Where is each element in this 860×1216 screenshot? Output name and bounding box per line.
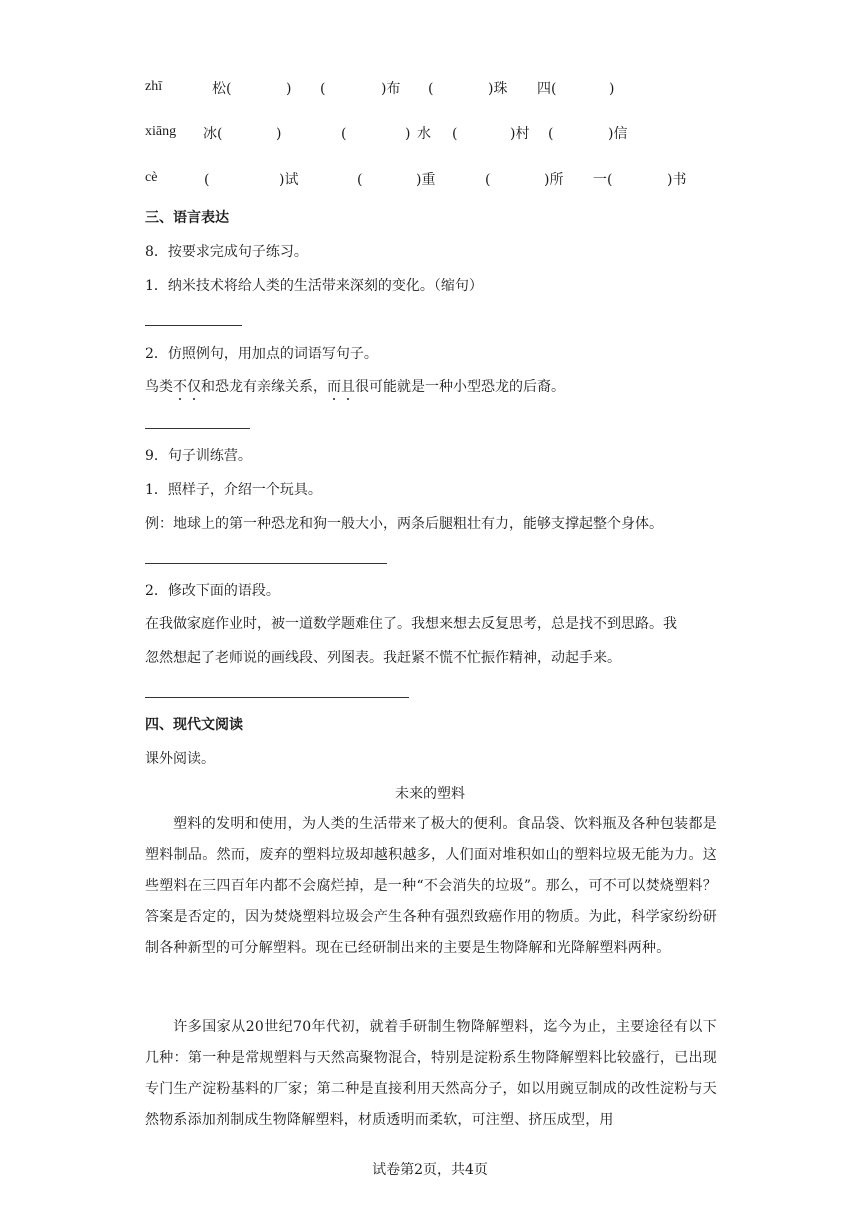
paragraph-text: 塑料的发明和使用，为人类的生活带来了极大的便利。食品袋、饮料瓶及各种包装都是塑料制品。然而，废弃的塑料垃圾却越积越多，人们面对堆积如山的塑料垃圾无能为力。这些塑料在三四百年内都不会腐烂掉，是一种“不会消失的垃圾”。那么，可不可以焚烧塑料？答案是否定的，因为焚烧塑料垃圾会产生各种有强烈致癌作用的物质。为此，科学家纷纷研制各种新型的可分解塑料。现在已经研制出来的主要是生物降解和光降解塑料两种。 xyxy=(145,816,717,956)
emphasis-char: 仅 xyxy=(187,379,201,395)
blank-item: 四( xyxy=(537,81,557,97)
question-9-2: 2．修改下面的语段。 xyxy=(145,583,280,599)
paragraph-text: 许多国家从20世纪70年代初，就着手研制生物降解塑料，迄今为止，主要途径有以下几种：第一种是常规塑料与天然高聚物混合，特别是淀粉系生物降解塑料比较盛行，已出现专门生产淀粉基料的厂家；第二种是直接利用天然高分子，如以用豌豆制成的改性淀粉与天然物系添加剂制成生物降解塑料，材质透明而柔软，可注塑、挤压成型，用 xyxy=(145,1019,717,1128)
blank-item: ) xyxy=(609,81,615,97)
sentence-part: 鸟类 xyxy=(145,379,173,395)
blank-item: 冰( xyxy=(203,126,223,142)
blank-item: 水 xyxy=(417,126,431,142)
blank-item: )珠 xyxy=(488,81,508,97)
blank-item: ( xyxy=(452,126,458,142)
blank-item: ( xyxy=(204,172,210,188)
article-paragraph xyxy=(145,809,717,964)
blank-item: ( xyxy=(548,126,554,142)
emphasis-char: 而 xyxy=(327,379,341,395)
blank-item: 松( xyxy=(212,81,232,97)
reading-intro: 课外阅读。 xyxy=(145,751,215,767)
question-8: 8．按要求完成句子练习。 xyxy=(145,244,308,260)
blank-item: ) xyxy=(276,126,282,142)
blank-item: ) xyxy=(286,81,292,97)
emphasis-char: 且 xyxy=(341,379,355,395)
answer-line[interactable] xyxy=(145,428,250,429)
blank-item: )布 xyxy=(381,81,401,97)
question-9-1: 1．照样子，介绍一个玩具。 xyxy=(145,482,322,498)
blank-item: )重 xyxy=(416,172,436,188)
section-heading: 四、现代文阅读 xyxy=(145,717,243,733)
blank-item: )信 xyxy=(608,126,628,142)
passage-line: 忽然想起了老师说的画线段、列图表。我赶紧不慌不忙振作精神，动起手来。 xyxy=(145,650,621,666)
blank-item: )试 xyxy=(279,172,299,188)
question-9: 9．句子训练营。 xyxy=(145,448,252,464)
example-sentence xyxy=(145,377,565,397)
blank-item: )所 xyxy=(544,172,564,188)
blank-item: ( xyxy=(341,126,347,142)
blank-item: )村 xyxy=(510,126,530,142)
blank-item: ( xyxy=(320,81,326,97)
emphasis-char: 不 xyxy=(173,379,187,395)
pinyin-label: zhī xyxy=(145,79,163,94)
passage-line: 在我做家庭作业时，被一道数学题难住了。我想来想去反复思考，总是找不到思路。我 xyxy=(145,616,677,632)
blank-item: ( xyxy=(428,81,434,97)
question-8-2: 2．仿照例句，用加点的词语写句子。 xyxy=(145,346,378,362)
sentence-part: 和恐龙有亲缘关系， xyxy=(201,379,327,395)
example-sentence: 例：地球上的第一种恐龙和狗一般大小，两条后腿粗壮有力，能够支撑起整个身体。 xyxy=(145,516,663,532)
article-paragraph xyxy=(145,1012,717,1136)
page-footer: 试卷第2页，共4页 xyxy=(372,1162,488,1178)
blank-item: ( xyxy=(357,172,363,188)
sentence-part: 很可能就是一种小型恐龙的后裔。 xyxy=(355,379,565,395)
blank-item: )书 xyxy=(667,172,687,188)
question-8-1: 1．纳米技术将给人类的生活带来深刻的变化。（缩句） xyxy=(145,278,483,294)
article-title: 未来的塑料 xyxy=(395,786,465,802)
blank-item: ( xyxy=(485,172,491,188)
blank-item: 一( xyxy=(593,172,613,188)
pinyin-label: xiāng xyxy=(145,124,177,139)
answer-line[interactable] xyxy=(145,325,242,326)
blank-item: ) xyxy=(405,126,411,142)
pinyin-label: cè xyxy=(145,170,158,185)
section-heading: 三、语言表达 xyxy=(145,210,229,226)
answer-line[interactable] xyxy=(145,697,409,698)
answer-line[interactable] xyxy=(145,563,387,564)
